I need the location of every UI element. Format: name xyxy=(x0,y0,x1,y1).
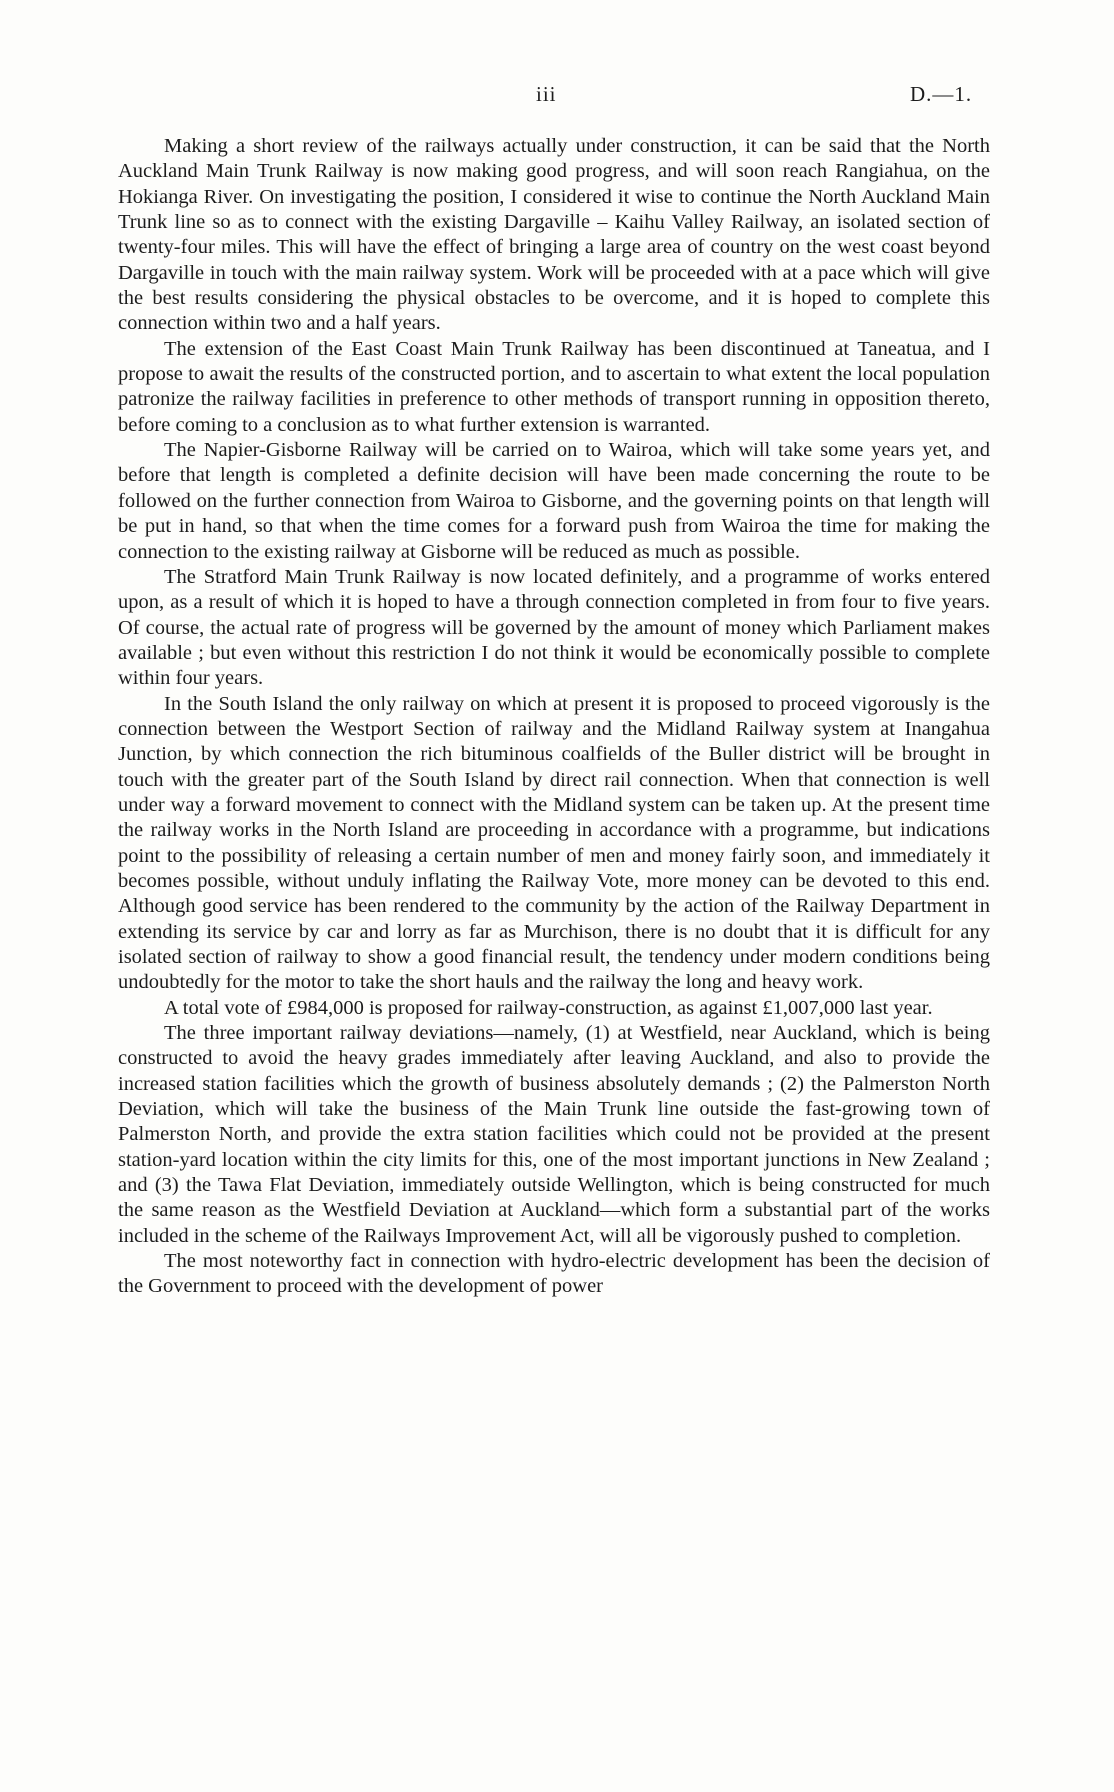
page-number: iii xyxy=(536,82,557,106)
paragraph-total-vote: A total vote of £984,000 is proposed for railway-construction, as against £1,007,000 last year. xyxy=(164,996,933,1019)
body-text xyxy=(118,134,990,1300)
paragraph-deviations: The three important railway deviations—namely, (1) at Westfield, near Auckland, which is being constructed to avoid the heavy grades immediately after leaving Auckland, and also to provide the increased station facilities which the growth of business absolutely demands ; (2) the Palmerston North Deviation, which will take the business of the Main Trunk line outside the fast-growing town of Palmerston North, and provide the extra station facilities which could not be provided at the present station-yard location within the city limits for this, one of the most important junctions in New Zealand ; and (3) the Tawa Flat Deviation, immediately outside Wellington, which is being constructed for much the same reason as the Westfield Deviation at Auckland—which form a substantial part of the works included in the scheme of the Railways Improvement Act, will all be vigorously pushed to completion. xyxy=(118,1022,990,1247)
paragraph-south-island: In the South Island the only railway on which at present it is proposed to proceed vigorously is the connection between the Westport Section of railway and the Midland Railway system at Inangahua Junction, by which connection the rich bituminous coalfields of the Buller district will be brought in touch with the greater part of the South Island by direct rail connection. When that connection is well under way a forward movement to connect with the Midland system can be taken up. At the present time the railway works in the North Island are proceeding in accordance with a programme, but indications point to the possibility of releasing a certain number of men and money fairly soon, and immediately it becomes possible, without unduly inflating the Railway Vote, more money can be devoted to this end. Although good service has been rendered to the community by the action of the Railway Department in extending its service by car and lorry as far as Murchison, there is no doubt that it is difficult for any isolated section of railway to show a good financial result, the tendency under modern conditions being undoubtedly for the motor to take the short hauls and the railway the long and heavy work. xyxy=(118,692,990,994)
page-header xyxy=(0,82,1114,112)
paragraph-napier-gisborne: The Napier-Gisborne Railway will be carried on to Wairoa, which will take some years yet, and before that length is completed a definite decision will have been made concerning the route to be followed on the further connection from Wairoa to Gisborne, and the governing points on that length will be put in hand, so that when the time comes for a forward push from Wairoa the time for making the connection to the existing railway at Gisborne will be reduced as much as possible. xyxy=(118,439,990,563)
document-reference: D.—1. xyxy=(910,82,973,106)
paragraph-north-auckland: Making a short review of the railways actually under construction, it can be said that the North Auckland Main Trunk Railway is now making good progress, and will soon reach Rangiahua, on the Hokianga River. On investigating the position, I considered it wise to continue the North Auckland Main Trunk line so as to connect with the existing Dargaville – Kaihu Valley Railway, an isolated section of twenty-four miles. This will have the effect of bringing a large area of country on the west coast beyond Dargaville in touch with the main railway system. Work will be proceeded with at a pace which will give the best results considering the physical obstacles to be overcome, and it is hoped to complete this connection within two and a half years. xyxy=(118,135,990,335)
paragraph-hydro-electric: The most noteworthy fact in connection with hydro-electric development has been the decision of the Government to proceed with the development of power xyxy=(118,1250,990,1298)
paragraph-east-coast: The extension of the East Coast Main Trunk Railway has been discontinued at Taneatua, and I propose to await the results of the constructed portion, and to ascertain to what extent the local population patronize the railway facilities in preference to other methods of transport running in opposition thereto, before coming to a conclusion as to what further extension is warranted. xyxy=(118,337,990,436)
paragraph-stratford: The Stratford Main Trunk Railway is now located definitely, and a programme of works entered upon, as a result of which it is hoped to have a through connection completed in from four to five years. Of course, the actual rate of progress will be governed by the amount of money which Parliament makes available ; but even without this restriction I do not think it would be economically possible to complete within four years. xyxy=(118,565,990,690)
